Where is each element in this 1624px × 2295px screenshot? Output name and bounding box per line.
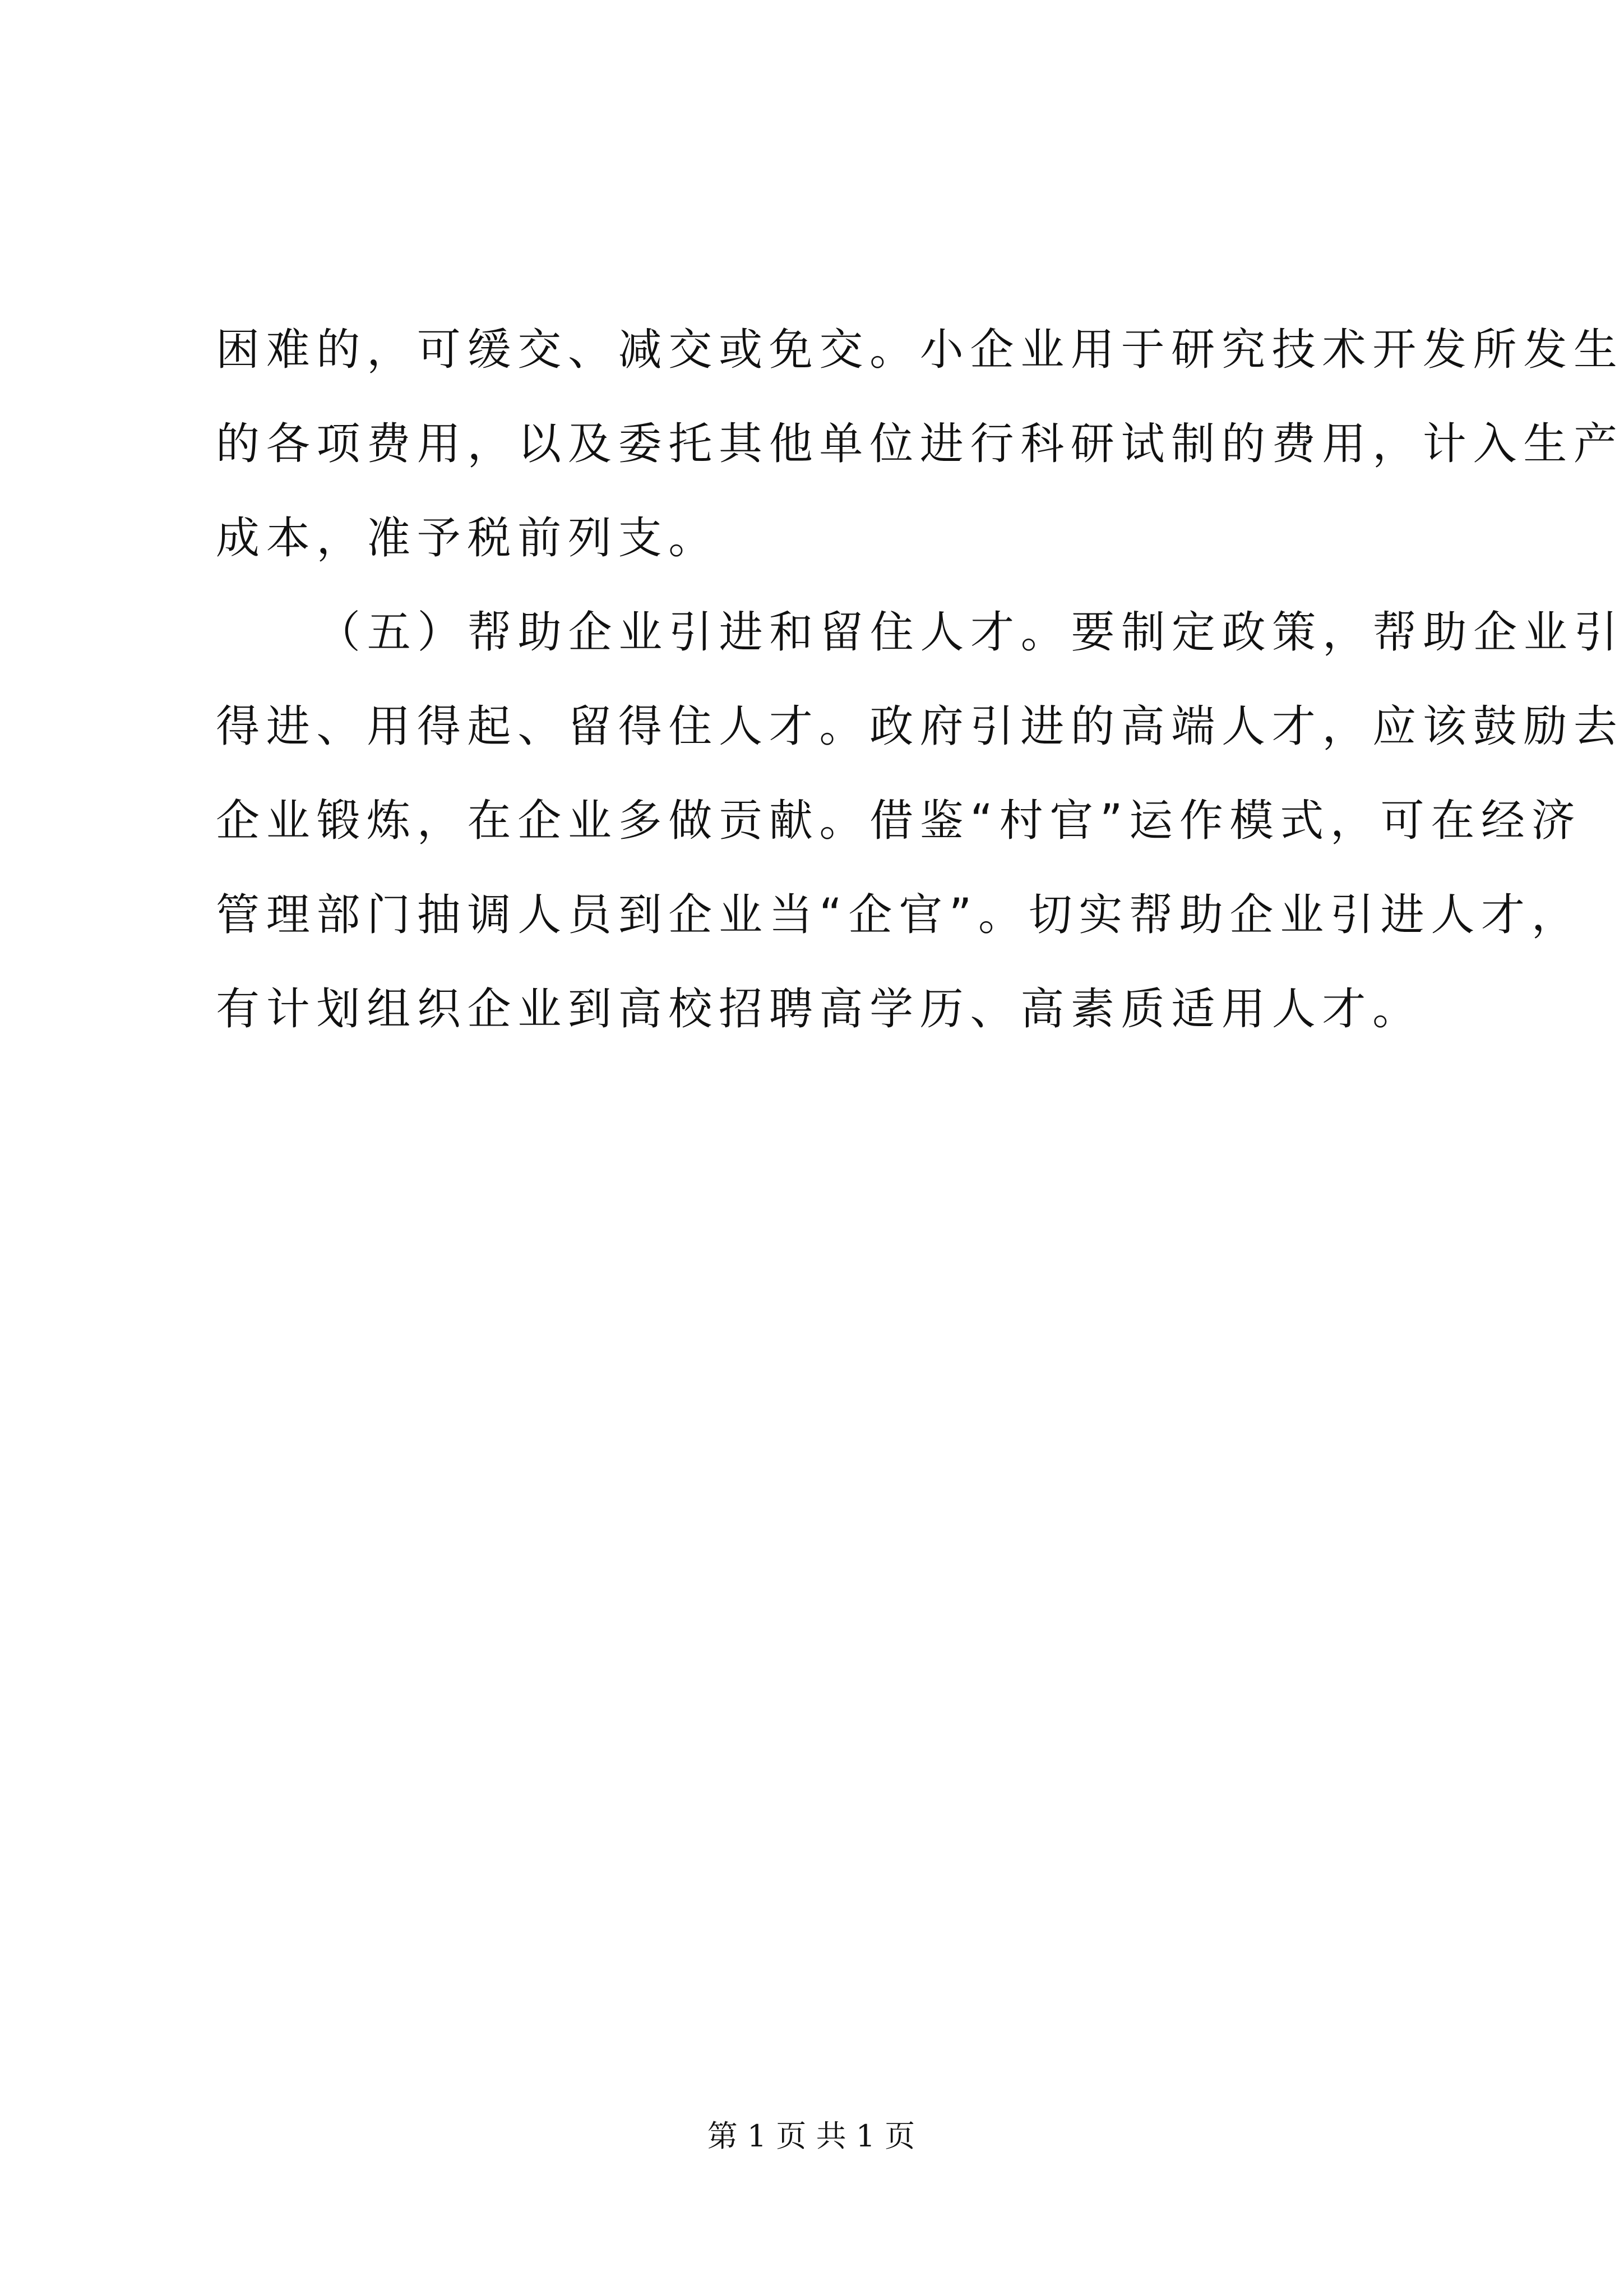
paragraph-2 xyxy=(216,585,1624,1056)
paragraph-1-line-2: 的各项费用，以及委托其他单位进行科研试制的费用，计入生产 xyxy=(216,419,1624,469)
paragraph-2-line-1: （五）帮助企业引进和留住人才。要制定政策，帮助企业引 xyxy=(317,607,1624,658)
paragraph-1 xyxy=(216,303,1624,585)
paragraph-2-line-2: 得进、用得起、留得住人才。政府引进的高端人才，应该鼓励去 xyxy=(216,701,1624,752)
document-body xyxy=(216,303,1624,1056)
paragraph-2-line-3: 企业锻炼，在企业多做贡献。借鉴“村官”运作模式，可在经济 xyxy=(216,796,1582,846)
paragraph-1-line-3: 成本，准予税前列支。 xyxy=(216,513,719,564)
paragraph-1-line-1: 困难的，可缓交、减交或免交。小企业用于研究技术开发所发生 xyxy=(216,325,1624,375)
paragraph-2-line-5: 有计划组织企业到高校招聘高学历、高素质适用人才。 xyxy=(216,984,1423,1035)
paragraph-2-line-4: 管理部门抽调人员到企业当“企官”。切实帮助企业引进人才， xyxy=(216,890,1582,940)
page-footer: 第 1 页 共 1 页 xyxy=(707,2118,915,2154)
